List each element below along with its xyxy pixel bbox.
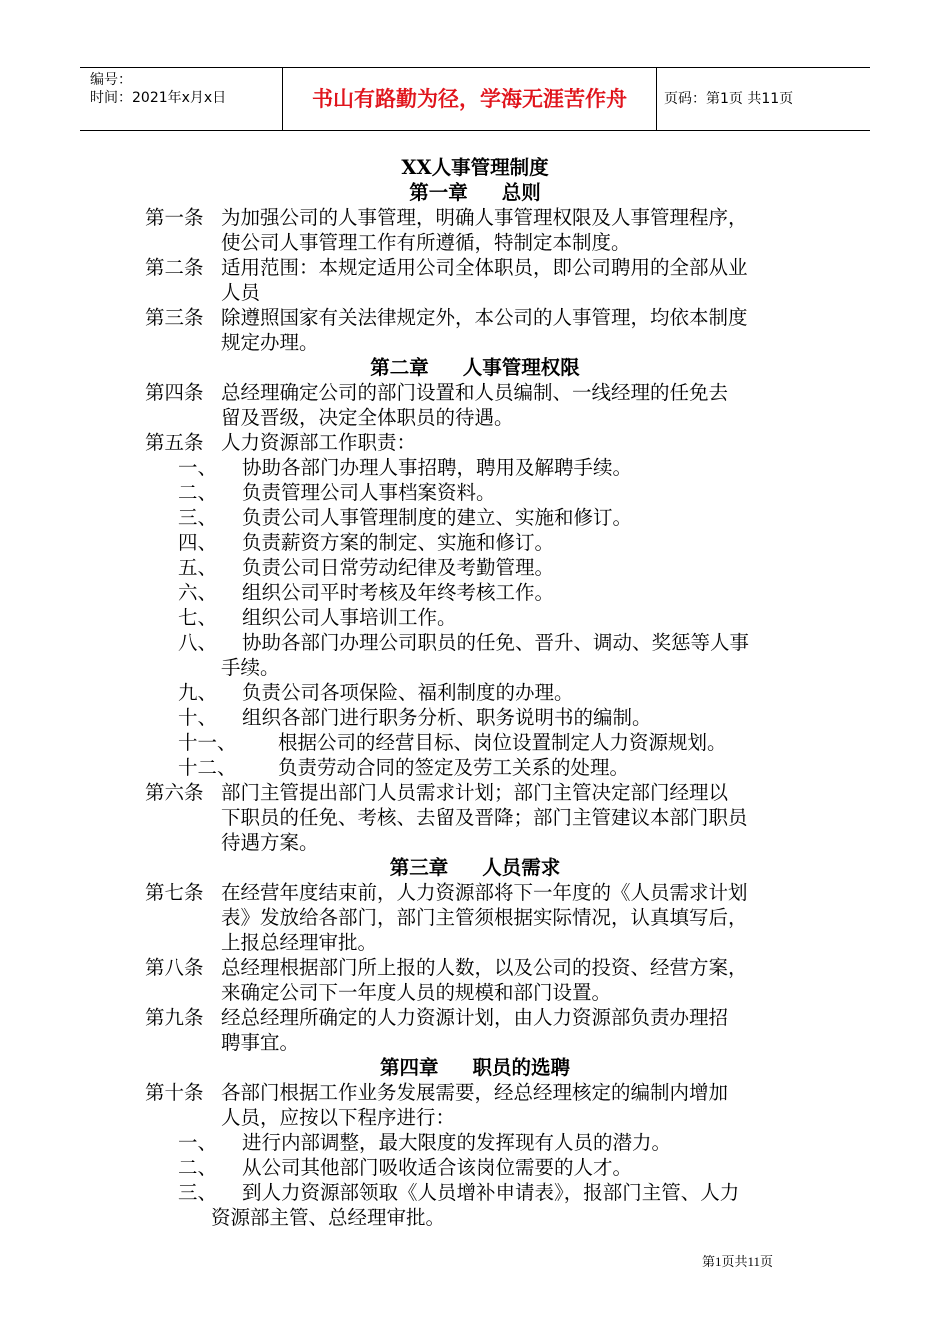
list-number: 三、: [178, 1181, 218, 1204]
list-number: 二、: [178, 1156, 218, 1179]
article-text: 除遵照国家有关法律规定外，本公司的人事管理，均依本制度: [221, 306, 748, 329]
article-text: 待遇方案。: [221, 831, 319, 854]
list-number: 十二、: [178, 756, 237, 779]
list-item: [178, 630, 749, 655]
article-text: 总经理确定公司的部门设置和人员编制、一线经理的任免去: [221, 381, 729, 404]
list-number: 五、: [178, 556, 218, 579]
list-number: 二、: [178, 481, 218, 504]
article-text: 人员，应按以下程序进行：: [221, 1106, 456, 1129]
list-text: 组织公司平时考核及年终考核工作。: [242, 581, 555, 604]
list-text: 负责管理公司人事档案资料。: [242, 481, 496, 504]
article-text: 上报总经理审批。: [221, 931, 378, 954]
list-text: 协助各部门办理公司职员的任免、晋升、调动、奖惩等人事: [242, 631, 750, 654]
list-number: 十一、: [178, 731, 237, 754]
article-label: 第九条: [145, 1006, 204, 1029]
list-item: [178, 580, 554, 605]
list-number: 四、: [178, 531, 218, 554]
article-text: 使公司人事管理工作有所遵循，特制定本制度。: [221, 231, 631, 254]
list-text: 负责公司人事管理制度的建立、实施和修订。: [242, 506, 633, 529]
article-label: 第八条: [145, 956, 204, 979]
article-text: 表》发放给各部门，部门主管须根据实际情况，认真填写后，: [221, 906, 748, 929]
list-number: 七、: [178, 606, 218, 629]
chapter-number: 第三章: [389, 856, 449, 879]
article-text: 人员: [221, 281, 261, 304]
article-text: 人力资源部工作职责：: [221, 431, 417, 454]
list-number: 一、: [178, 456, 218, 479]
chapter-number: 第一章: [409, 181, 468, 204]
list-item: [178, 505, 632, 530]
article-text: 总经理根据部门所上报的人数，以及公司的投资、经营方案，: [221, 956, 748, 979]
article-text: 部门主管提出部门人员需求计划；部门主管决定部门经理以: [221, 781, 729, 804]
article-label: 第二条: [145, 256, 204, 279]
header-motto: 书山有路勤为径，学海无涯苦作舟: [283, 68, 657, 130]
list-item: [178, 730, 727, 755]
list-text: 协助各部门办理人事招聘，聘用及解聘手续。: [242, 456, 633, 479]
list-item: [178, 680, 574, 705]
list-text: 负责薪资方案的制定、实施和修订。: [242, 531, 555, 554]
list-text-continued: 资源部主管、总经理审批。: [211, 1206, 446, 1229]
article-label: 第一条: [145, 206, 204, 229]
header-page-label: 页码：第1页 共11页: [664, 91, 794, 107]
chapter-name: 职员的选聘: [472, 1056, 571, 1079]
list-text: 负责公司日常劳动纪律及考勤管理。: [242, 556, 555, 579]
chapter-name: 人员需求: [482, 856, 561, 879]
list-text: 负责劳动合同的签定及劳工关系的处理。: [278, 756, 630, 779]
date-label: 时间：2021年x月x日: [90, 90, 227, 106]
list-text: 根据公司的经营目标、岗位设置制定人力资源规划。: [278, 731, 727, 754]
chapter-heading: [0, 180, 950, 205]
list-item: [178, 605, 457, 630]
list-item: [178, 1155, 632, 1180]
article-label: 第六条: [145, 781, 204, 804]
list-item: [178, 1130, 671, 1155]
list-text: 组织公司人事培训工作。: [242, 606, 457, 629]
list-item: [178, 755, 629, 780]
list-text: 从公司其他部门吸收适合该岗位需要的人才。: [242, 1156, 633, 1179]
article-text: 下职员的任免、考核、去留及晋降；部门主管建议本部门职员: [221, 806, 748, 829]
list-item: [178, 1180, 739, 1205]
chapter-heading: [0, 355, 950, 380]
list-item: [178, 480, 496, 505]
article-text: 为加强公司的人事管理，明确人事管理权限及人事管理程序，: [221, 206, 748, 229]
list-number: 一、: [178, 1131, 218, 1154]
chapter-heading: [0, 855, 950, 880]
article-text: 来确定公司下一年度人员的规模和部门设置。: [221, 981, 612, 1004]
list-text: 组织各部门进行职务分析、职务说明书的编制。: [242, 706, 652, 729]
page-footer: 第1页共11页: [702, 1254, 774, 1269]
article-label: 第七条: [145, 881, 204, 904]
article-label: 第五条: [145, 431, 204, 454]
article-text: 聘事宜。: [221, 1031, 300, 1054]
list-text-continued: 手续。: [221, 656, 280, 679]
list-text: 进行内部调整，最大限度的发挥现有人员的潜力。: [242, 1131, 672, 1154]
article-text: 各部门根据工作业务发展需要，经总经理核定的编制内增加: [221, 1081, 729, 1104]
article-label: 第三条: [145, 306, 204, 329]
article-text: 在经营年度结束前，人力资源部将下一年度的《人员需求计划: [221, 881, 748, 904]
list-item: [178, 530, 554, 555]
chapter-name: 人事管理权限: [462, 356, 580, 379]
list-number: 十、: [178, 706, 218, 729]
chapter-heading: [0, 1055, 950, 1080]
list-item: [178, 455, 632, 480]
document-title: XX人事管理制度: [401, 156, 549, 179]
chapter-number: 第四章: [379, 1056, 439, 1079]
article-text: 留及晋级，决定全体职员的待遇。: [221, 406, 514, 429]
chapter-name: 总则: [501, 181, 541, 204]
article-text: 规定办理。: [221, 331, 319, 354]
chapter-number: 第二章: [370, 356, 429, 379]
list-number: 九、: [178, 681, 218, 704]
list-text: 到人力资源部领取《人员增补申请表》，报部门主管、人力: [242, 1181, 740, 1204]
article-text: 经总经理所确定的人力资源计划，由人力资源部负责办理招: [221, 1006, 729, 1029]
list-number: 八、: [178, 631, 218, 654]
list-number: 六、: [178, 581, 218, 604]
number-label: 编号：: [90, 72, 132, 88]
document-header: [80, 67, 870, 131]
article-label: 第四条: [145, 381, 204, 404]
list-item: [178, 555, 554, 580]
header-meta-cell: [80, 68, 283, 130]
list-number: 三、: [178, 506, 218, 529]
article-text: 适用范围：本规定适用公司全体职员，即公司聘用的全部从业: [221, 256, 748, 279]
list-item: [178, 705, 652, 730]
article-label: 第十条: [145, 1081, 204, 1104]
list-text: 负责公司各项保险、福利制度的办理。: [242, 681, 574, 704]
